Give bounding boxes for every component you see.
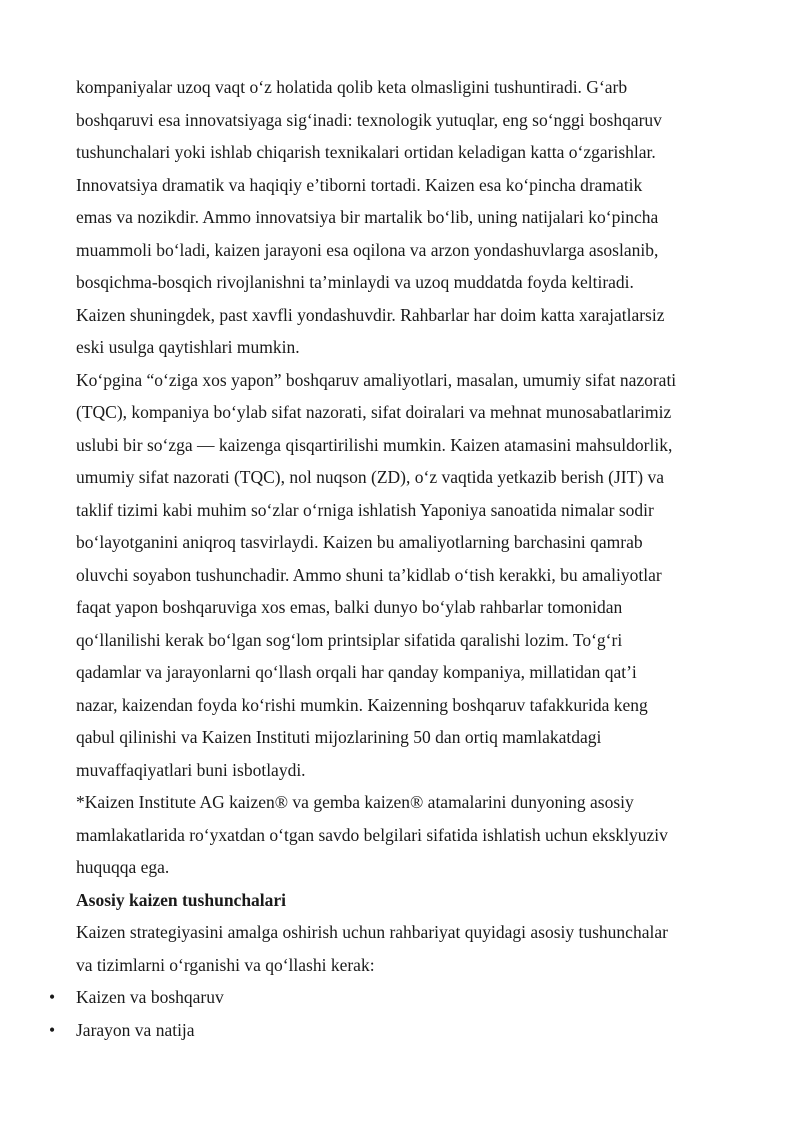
text-line: tushunchalari yoki ishlab chiqarish texnikalari ortidan keladigan katta o‘zgarishlar. (76, 142, 656, 162)
text-line: (TQC), kompaniya bo‘ylab sifat nazorati, sifat doiralari va mehnat munosabatlarimiz (76, 402, 672, 422)
document-page (49, 71, 726, 1046)
text-line: bosqichma-bosqich rivojlanishni ta’minlaydi va uzoq muddatda foyda keltiradi. (76, 272, 634, 292)
paragraph-trademark-note (76, 786, 726, 884)
text-line: eski usulga qaytishlari mumkin. (76, 337, 300, 357)
text-line: va tizimlarni o‘rganishi va qo‘llashi kerak: (76, 954, 375, 975)
text-line: faqat yapon boshqaruviga xos emas, balki dunyo bo‘ylab rahbarlar tomonidan (76, 597, 623, 617)
text-line: nazar, kaizendan foyda ko‘rishi mumkin. Kaizenning boshqaruv tafakkurida keng (76, 694, 648, 715)
text-line: muammoli bo‘ladi, kaizen jarayoni esa oqilona va arzon yondashuvlarga asoslanib, (76, 239, 659, 260)
text-line: muvaffaqiyatlari buni isbotlaydi. (76, 759, 306, 780)
text-line: umumiy sifat nazorati (TQC), nol nuqson (ZD), o‘z vaqtida yetkazib berish (JIT) va (76, 467, 665, 487)
paragraph-japanese-practices (76, 364, 726, 787)
bullet-icon: • (49, 987, 56, 1007)
paragraph-strategy-intro (76, 916, 726, 981)
text-line: Kaizen strategiyasini amalga oshirish uchun rahbariyat quyidagi asosiy tushunchalar (76, 922, 668, 942)
list-item-label: Jarayon va natija (76, 1019, 195, 1040)
text-line: qadamlar va jarayonlarni qo‘llash orqali har qanday kompaniya, millatidan qat’i (76, 662, 637, 682)
text-line: emas va nozikdir. Ammo innovatsiya bir martalik bo‘lib, uning natijalari ko‘pincha (76, 207, 659, 227)
text-line: kompaniyalar uzoq vaqt o‘z holatida qolib keta olmasligini tushuntiradi. G‘arb (76, 77, 628, 97)
list-item (49, 1014, 726, 1047)
text-line: *Kaizen Institute AG kaizen® va gemba kaizen® atamalarini dunyoning asosiy (76, 792, 634, 812)
text-line: Innovatsiya dramatik va haqiqiy e’tiborni tortadi. Kaizen esa ko‘pincha dramatik (76, 174, 643, 195)
text-line: mamlakatlarida ro‘yxatdan o‘tgan savdo belgilari sifatida ishlatish uchun eksklyuziv (76, 824, 668, 845)
paragraph-innovation-vs-kaizen (76, 71, 726, 364)
concept-list (49, 981, 726, 1046)
list-item (49, 981, 726, 1014)
text-line: huquqqa ega. (76, 857, 170, 877)
bullet-icon: • (49, 1019, 56, 1040)
section-heading: Asosiy kaizen tushunchalari (76, 889, 287, 910)
text-line: taklif tizimi kabi muhim so‘zlar o‘rniga ishlatish Yaponiya sanoatida nimalar sodir (76, 499, 654, 520)
text-line: qabul qilinishi va Kaizen Instituti mijozlarining 50 dan ortiq mamlakatdagi (76, 727, 602, 747)
text-line: uslubi bir so‘zga — kaizenga qisqartirilishi mumkin. Kaizen atamasini mahsuldorlik, (76, 434, 673, 455)
list-item-label: Kaizen va boshqaruv (76, 987, 224, 1007)
text-line: boshqaruvi esa innovatsiyaga sig‘inadi: texnologik yutuqlar, eng so‘nggi boshqaruv (76, 109, 662, 130)
text-line: Kaizen shuningdek, past xavfli yondashuvdir. Rahbarlar har doim katta xarajatlarsiz (76, 304, 665, 325)
text-line: oluvchi soyabon tushunchadir. Ammo shuni ta’kidlab o‘tish kerakki, bu amaliyotlar (76, 564, 662, 585)
text-line: Ko‘pgina “o‘ziga xos yapon” boshqaruv amaliyotlari, masalan, umumiy sifat nazorati (76, 369, 677, 390)
text-line: qo‘llanilishi kerak bo‘lgan sog‘lom printsiplar sifatida qaralishi lozim. To‘g‘ri (76, 629, 623, 650)
text-line: bo‘layotganini aniqroq tasvirlaydi. Kaizen bu amaliyotlarning barchasini qamrab (76, 532, 643, 552)
